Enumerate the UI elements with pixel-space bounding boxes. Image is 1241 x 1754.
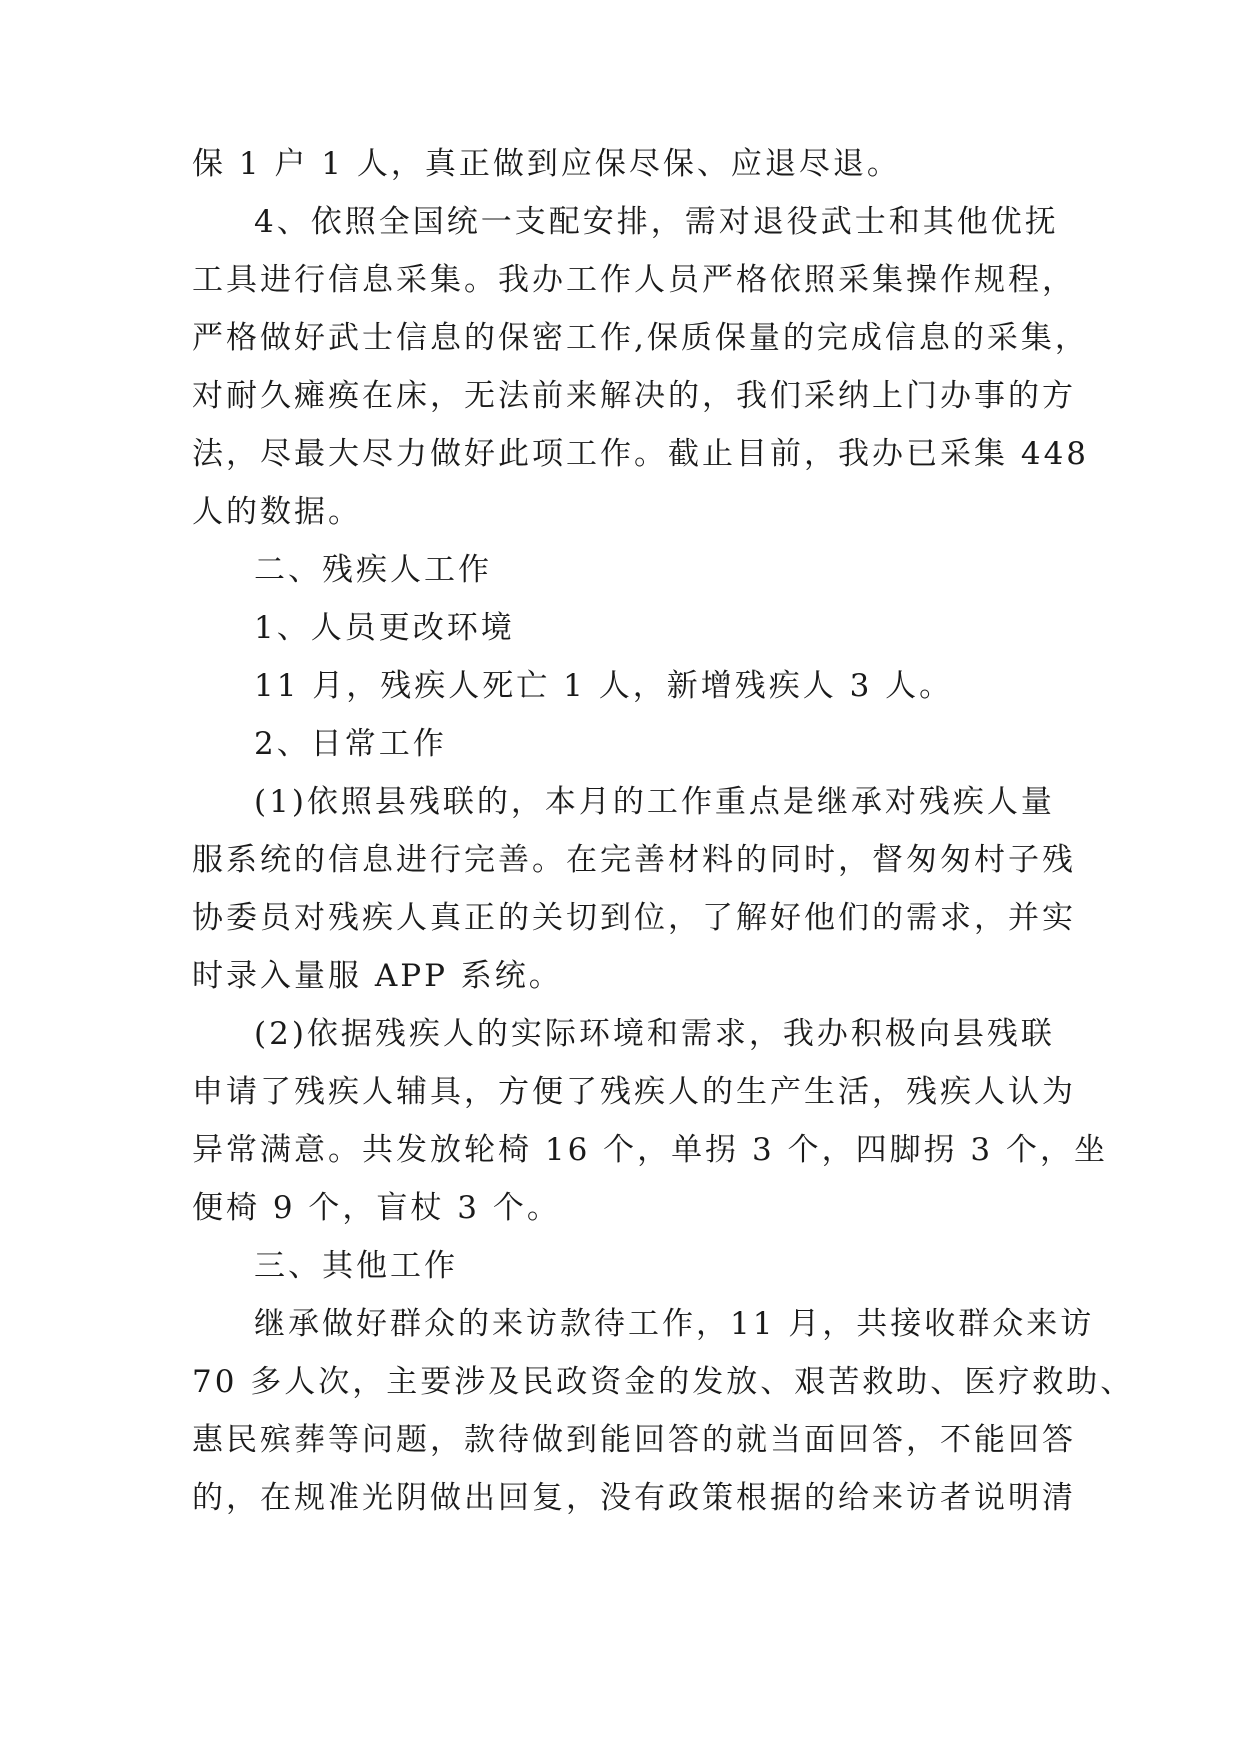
text-line-10: 11 月，残疾人死亡 1 人，新增残疾人 3 人。 — [254, 668, 954, 704]
subheading-personnel: 1、人员更改环境 — [254, 610, 515, 646]
text-line-7: 人的数据。 — [192, 494, 362, 530]
text-line-3: 工具进行信息采集。我办工作人员严格依照采集操作规程， — [192, 262, 1076, 298]
text-line-21: 继承做好群众的来访款待工作，11 月，共接收群众来访 — [254, 1306, 1095, 1342]
text-line-22: 70 多人次，主要涉及民政资金的发放、艰苦救助、医疗救助、 — [192, 1364, 1135, 1400]
text-line-16: (2)依据残疾人的实际环境和需求，我办积极向县残联 — [254, 1016, 1055, 1052]
text-line-12: (1)依照县残联的，本月的工作重点是继承对残疾人量 — [254, 784, 1055, 820]
text-line-15: 时录入量服 APP 系统。 — [192, 958, 563, 994]
text-line-6: 法，尽最大尽力做好此项工作。截止目前，我办已采集 448 — [192, 436, 1090, 472]
text-line-13: 服系统的信息进行完善。在完善材料的同时，督匆匆村子残 — [192, 842, 1076, 878]
text-line-17: 申请了残疾人辅具，方便了残疾人的生产生活，残疾人认为 — [192, 1074, 1076, 1110]
subheading-daily-work: 2、日常工作 — [254, 726, 447, 762]
text-line-2: 4、依照全国统一支配安排，需对退役武士和其他优抚 — [254, 204, 1059, 240]
text-line-5: 对耐久瘫痪在床，无法前来解决的，我们采纳上门办事的方 — [192, 378, 1076, 414]
text-line-18: 异常满意。共发放轮椅 16 个，单拐 3 个，四脚拐 3 个，坐 — [192, 1132, 1109, 1168]
text-line-23: 惠民殡葬等问题，款待做到能回答的就当面回答，不能回答 — [192, 1422, 1076, 1458]
section-heading-3: 三、其他工作 — [254, 1248, 458, 1284]
text-line-24: 的，在规准光阴做出回复，没有政策根据的给来访者说明清 — [192, 1480, 1076, 1516]
text-line-19: 便椅 9 个，盲杖 3 个。 — [192, 1190, 561, 1226]
text-line-4: 严格做好武士信息的保密工作,保质保量的完成信息的采集， — [192, 320, 1089, 356]
section-heading-2: 二、残疾人工作 — [254, 552, 492, 588]
text-line-14: 协委员对残疾人真正的关切到位，了解好他们的需求，并实 — [192, 900, 1076, 936]
text-line-1: 保 1 户 1 人，真正做到应保尽保、应退尽退。 — [192, 146, 901, 182]
